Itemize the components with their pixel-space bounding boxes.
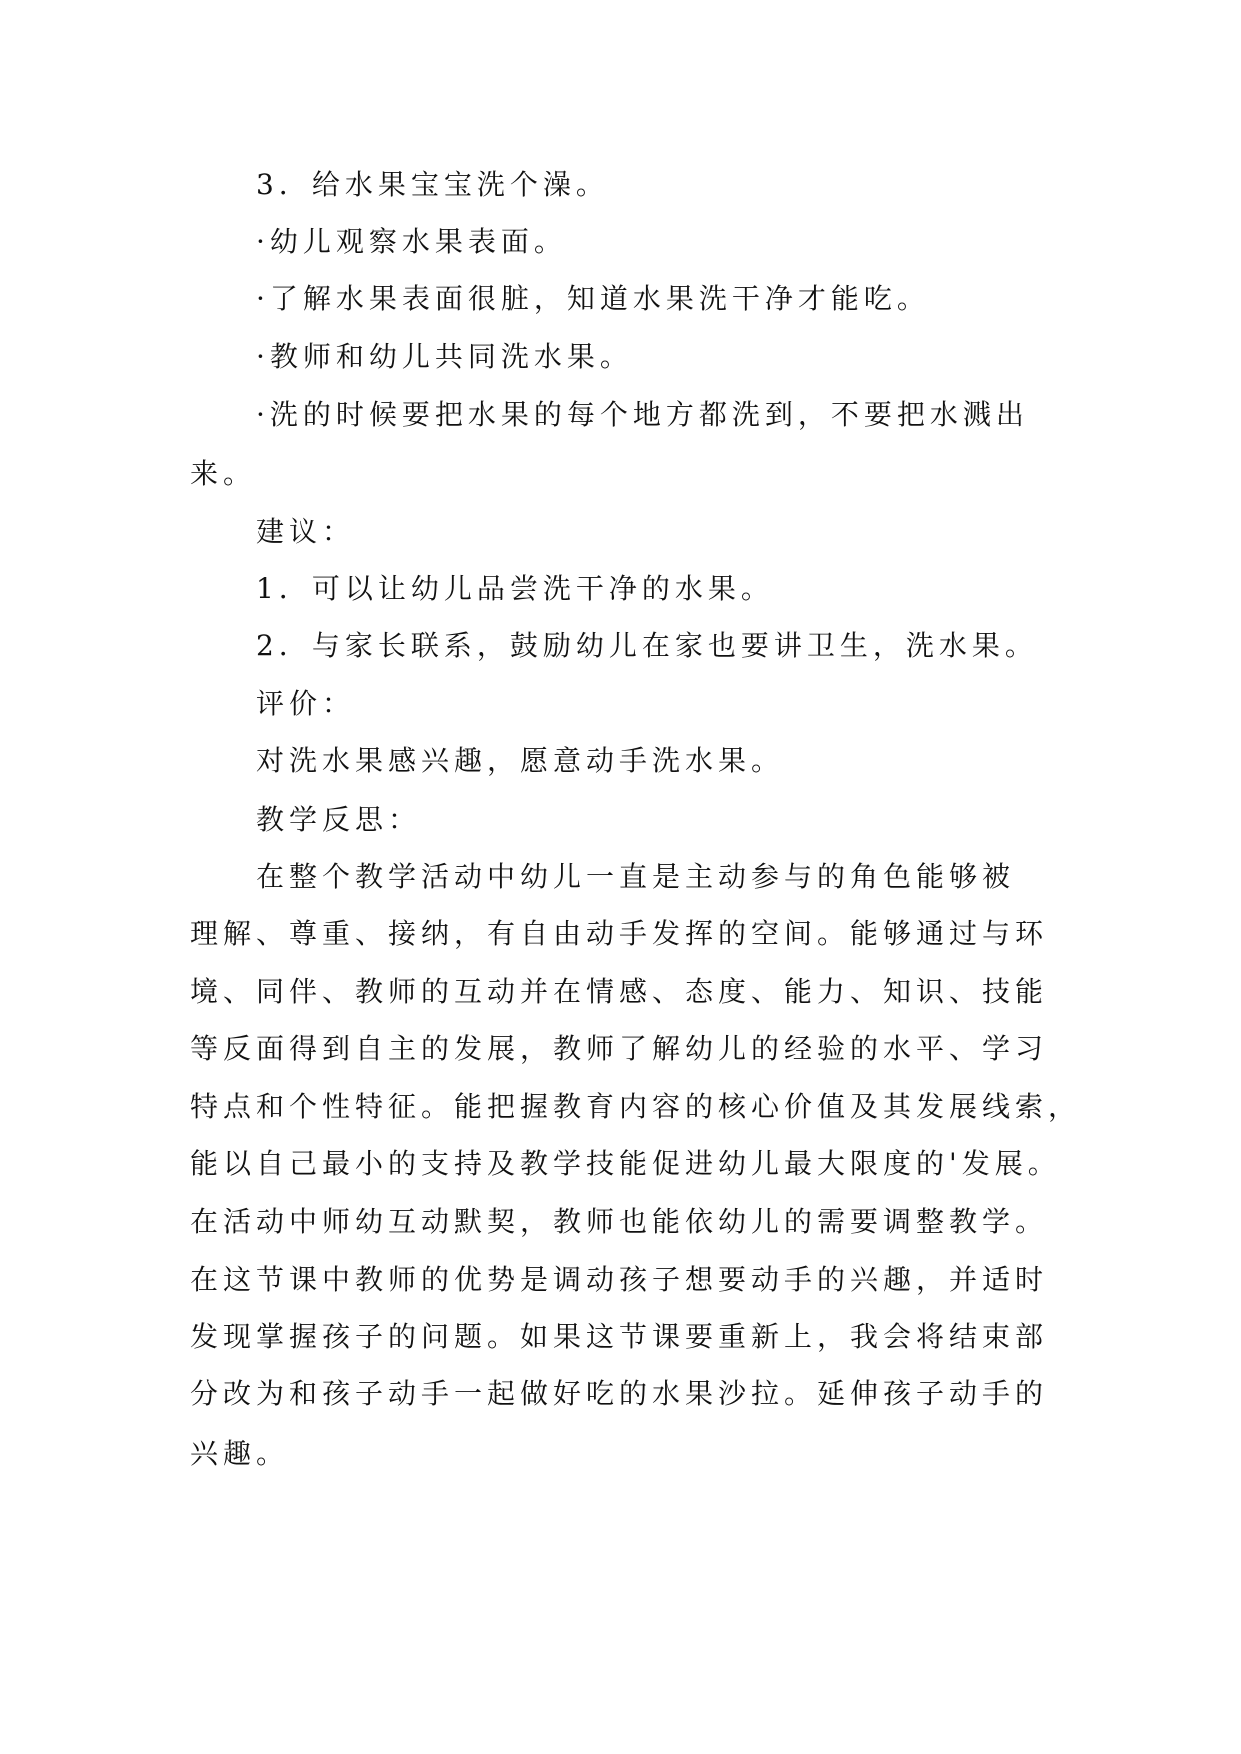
text-line: 对洗水果感兴趣，愿意动手洗水果。 [256, 744, 785, 777]
text-line: 建议： [256, 515, 356, 548]
text-line: 来。 [190, 457, 257, 490]
text-line: 在活动中师幼互动默契，教师也能依幼儿的需要调整教学。 [190, 1205, 1049, 1238]
text-line: 评价： [256, 687, 356, 720]
text-line: 在这节课中教师的优势是调动孩子想要动手的兴趣，并适时 [190, 1263, 1049, 1296]
text-line: ·幼儿观察水果表面。 [256, 225, 567, 258]
text-line: 等反面得到自主的发展，教师了解幼儿的经验的水平、学习 [190, 1032, 1049, 1065]
text-line: 理解、尊重、接纳，有自由动手发挥的空间。能够通过与环 [190, 917, 1049, 950]
text-line: ·教师和幼儿共同洗水果。 [256, 340, 633, 373]
text-line: 发现掌握孩子的问题。如果这节课要重新上，我会将结束部 [190, 1320, 1049, 1353]
text-line: 3．给水果宝宝洗个澡。 [256, 168, 609, 201]
text-line: ·了解水果表面很脏，知道水果洗干净才能吃。 [256, 282, 930, 315]
text-line: 2．与家长联系，鼓励幼儿在家也要讲卫生，洗水果。 [256, 629, 1038, 662]
text-line: 能以自己最小的支持及教学技能促进幼儿最大限度的'发展。 [190, 1147, 1061, 1180]
text-line: ·洗的时候要把水果的每个地方都洗到，不要把水溅出 [256, 398, 1029, 431]
text-line: 兴趣。 [190, 1437, 290, 1470]
text-line: 境、同伴、教师的互动并在情感、态度、能力、知识、技能 [190, 975, 1049, 1008]
text-line: 1．可以让幼儿品尝洗干净的水果。 [256, 572, 774, 605]
text-line: 教学反思： [256, 803, 422, 836]
text-line: 在整个教学活动中幼儿一直是主动参与的角色能够被 [256, 860, 1016, 893]
text-line: 特点和个性特征。能把握教育内容的核心价值及其发展线索， [190, 1090, 1082, 1123]
text-line: 分改为和孩子动手一起做好吃的水果沙拉。延伸孩子动手的 [190, 1377, 1049, 1410]
